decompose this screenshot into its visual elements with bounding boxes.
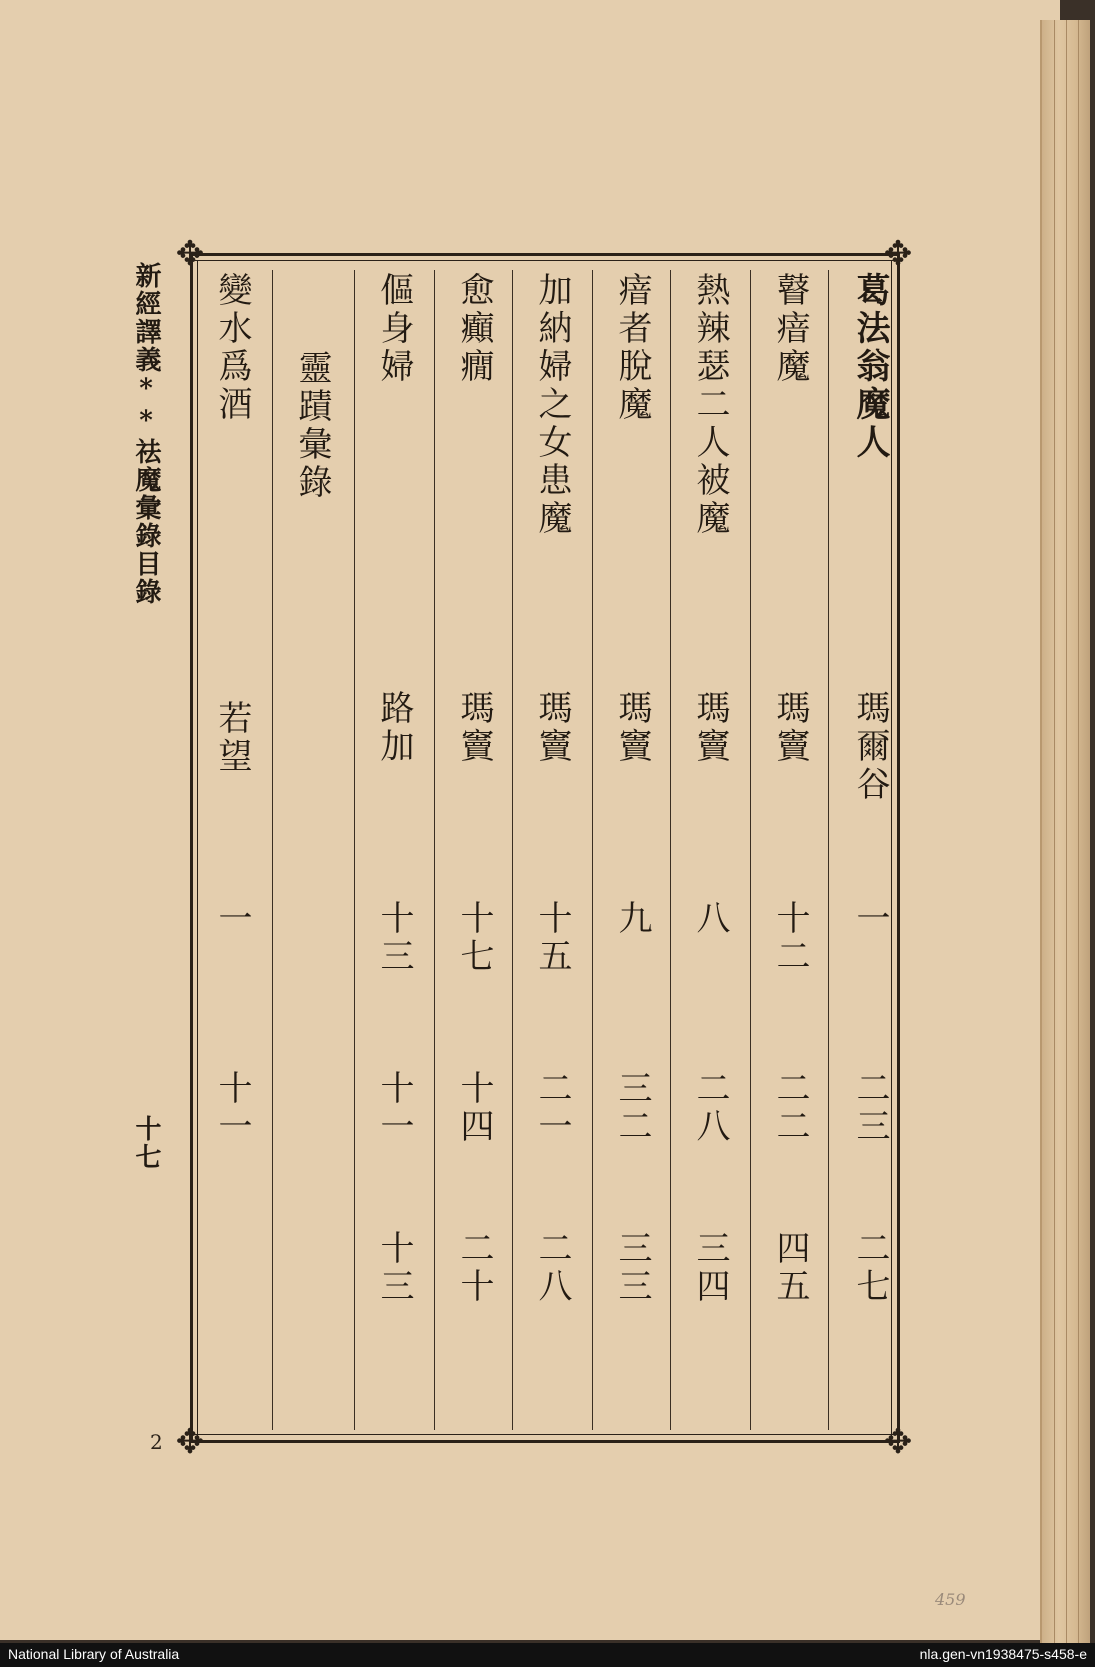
entry-gospel: 瑪竇 bbox=[454, 690, 494, 766]
entry-gospel: 瑪竇 bbox=[612, 690, 652, 766]
frame-bottom-inner bbox=[190, 1434, 900, 1435]
running-title: 新經譯義**祛魔彙錄目錄 bbox=[131, 262, 161, 606]
entry-gospel: 若望 bbox=[212, 700, 252, 776]
entry-verse-end: 十三 bbox=[374, 1230, 414, 1306]
pencil-mark: 459 bbox=[935, 1590, 966, 1609]
corner-ornament-icon: ✥ bbox=[883, 1422, 913, 1462]
entry-chapter: 十五 bbox=[532, 900, 572, 976]
entry-verse-end: 二七 bbox=[850, 1230, 890, 1306]
entry-verse-start: 二八 bbox=[690, 1070, 730, 1146]
entry-title: 愈癲癇 bbox=[454, 272, 494, 386]
column-rule bbox=[354, 270, 355, 1430]
section-heading: 靈蹟彙錄 bbox=[292, 350, 332, 502]
corner-ornament-icon: ✥ bbox=[883, 234, 913, 274]
column-rule bbox=[272, 270, 273, 1430]
entry-verse-start: 十四 bbox=[454, 1070, 494, 1146]
entry-verse-start: 二一 bbox=[532, 1070, 572, 1146]
frame-top bbox=[190, 253, 900, 256]
folio-number: 十七 bbox=[131, 1115, 161, 1171]
frame-right bbox=[897, 253, 900, 1443]
entry-title: 葛法翁魔人 bbox=[850, 272, 890, 462]
entry-chapter: 九 bbox=[612, 900, 652, 938]
footer-library-name: National Library of Australia bbox=[8, 1646, 180, 1662]
entry-chapter: 一 bbox=[850, 900, 890, 938]
entry-chapter: 十七 bbox=[454, 900, 494, 976]
entry-verse-end: 四五 bbox=[770, 1230, 810, 1306]
footer-bar bbox=[0, 1643, 1095, 1667]
frame-right-inner bbox=[891, 260, 892, 1436]
column-rule bbox=[434, 270, 435, 1430]
entry-gospel: 路加 bbox=[374, 690, 414, 766]
entry-verse-start: 二三 bbox=[850, 1070, 890, 1146]
corner-ornament-icon: ✥ bbox=[175, 234, 205, 274]
entry-title: 變水爲酒 bbox=[212, 272, 252, 424]
entry-verse-end: 三四 bbox=[690, 1230, 730, 1306]
corner-ornament-icon: ✥ bbox=[175, 1422, 205, 1462]
entry-gospel: 瑪竇 bbox=[532, 690, 572, 766]
column-rule bbox=[670, 270, 671, 1430]
column-rule bbox=[828, 270, 829, 1430]
footer-identifier: nla.gen-vn1938475-s458-e bbox=[919, 1646, 1087, 1662]
entry-title: 加納婦之女患魔 bbox=[532, 272, 572, 538]
entry-gospel: 瑪竇 bbox=[690, 690, 730, 766]
entry-chapter: 十三 bbox=[374, 900, 414, 976]
entry-gospel: 瑪爾谷 bbox=[850, 690, 890, 804]
entry-chapter: 八 bbox=[690, 900, 730, 938]
entry-chapter: 十二 bbox=[770, 900, 810, 976]
entry-title: 傴身婦 bbox=[374, 272, 414, 386]
column-rule bbox=[512, 270, 513, 1430]
entry-chapter: 一 bbox=[212, 900, 252, 938]
entry-verse-end: 二八 bbox=[532, 1230, 572, 1306]
frame-left bbox=[190, 253, 193, 1443]
entry-title: 瘖者脫魔 bbox=[612, 272, 652, 424]
page-stack-edge bbox=[1040, 20, 1090, 1645]
entry-verse-start: 十一 bbox=[212, 1070, 252, 1146]
entry-verse-start: 二二 bbox=[770, 1070, 810, 1146]
page-number: 2 bbox=[150, 1430, 163, 1454]
frame-left-inner bbox=[197, 260, 198, 1436]
column-rule bbox=[592, 270, 593, 1430]
column-rule bbox=[750, 270, 751, 1430]
entry-title: 瞽瘖魔 bbox=[770, 272, 810, 386]
frame-bottom bbox=[190, 1440, 900, 1443]
entry-verse-end: 三三 bbox=[612, 1230, 652, 1306]
entry-verse-start: 十一 bbox=[374, 1070, 414, 1146]
entry-gospel: 瑪竇 bbox=[770, 690, 810, 766]
frame-top-inner bbox=[190, 260, 900, 261]
entry-verse-start: 三二 bbox=[612, 1070, 652, 1146]
entry-verse-end: 二十 bbox=[454, 1230, 494, 1306]
entry-title: 熱辣瑟二人被魔 bbox=[690, 272, 730, 538]
